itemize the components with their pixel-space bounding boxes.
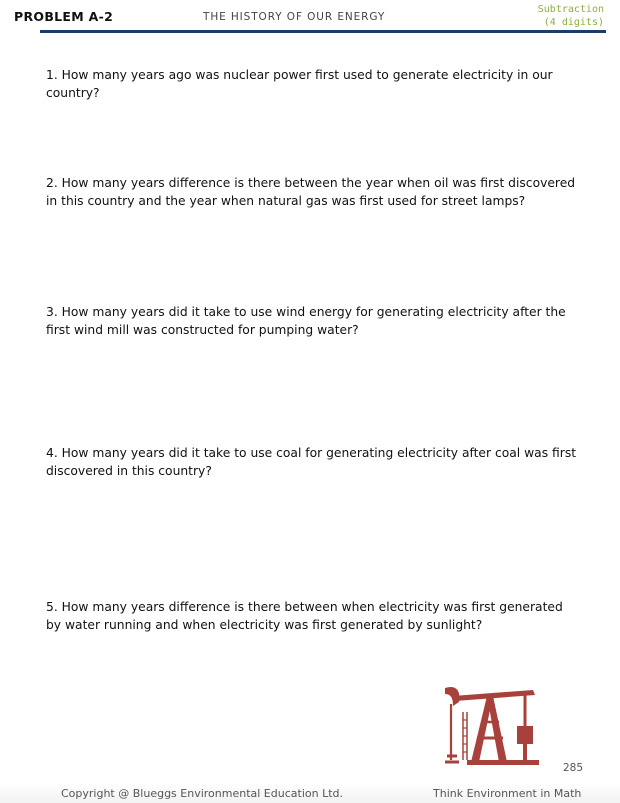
question-5-line-1: 5. How many years difference is there between when electricity was first generated (46, 600, 563, 614)
question-5-line-2: by water running and when electricity was first generated by sunlight? (46, 618, 483, 632)
question-2-line-2: in this country and the year when natural gas was first used for street lamps? (46, 194, 526, 208)
question-2-line-1: 2. How many years difference is there between the year when oil was first discovered (46, 176, 576, 190)
question-3-line-1: 3. How many years did it take to use wind energy for generating electricity after the (46, 305, 566, 319)
question-1 (46, 66, 580, 102)
page-title: THE HISTORY OF OUR ENERGY (203, 11, 386, 23)
category-label (514, 3, 604, 29)
header-divider (40, 30, 606, 33)
question-2 (46, 174, 580, 210)
question-4 (46, 444, 580, 480)
question-4-line-1: 4. How many years did it take to use coal for generating electricity after coal was first (46, 446, 577, 460)
question-3-line-2: first wind mill was constructed for pumping water? (46, 323, 359, 337)
question-1-line-2: country? (46, 86, 100, 100)
problem-label: PROBLEM A-2 (14, 9, 114, 24)
category-line-1: Subtraction (537, 4, 604, 15)
question-3 (46, 303, 580, 339)
question-1-line-1: 1. How many years ago was nuclear power first used to generate electricity in our (46, 68, 553, 82)
question-4-line-2: discovered in this country? (46, 464, 212, 478)
page-number: 285 (563, 762, 584, 774)
footer-series-title: Think Environment in Math (433, 787, 582, 800)
oil-pumpjack-icon (441, 682, 541, 766)
category-line-2: (4 digits) (543, 17, 604, 28)
footer-copyright: Copyright @ Blueggs Environmental Education Ltd. (61, 787, 343, 800)
question-5 (46, 598, 580, 634)
